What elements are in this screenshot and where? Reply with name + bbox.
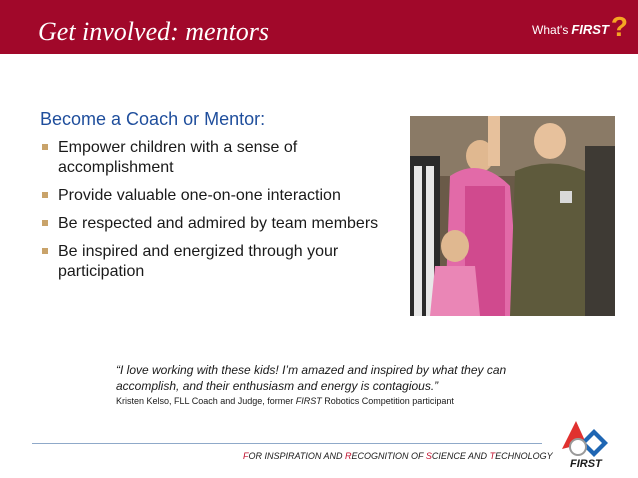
bullet-item	[40, 242, 390, 282]
bullet-text: Empower children with a sense of accomplishment	[58, 139, 298, 176]
section-subtitle: Become a Coach or Mentor:	[40, 109, 266, 129]
tagline-letter-s: S	[425, 451, 432, 461]
tagline-part: OR INSPIRATION AND	[248, 451, 346, 461]
bullet-text: Be inspired and energized through your participation	[58, 243, 339, 280]
bullet-icon	[42, 248, 48, 254]
question-mark: ?	[610, 11, 628, 42]
bullet-icon	[42, 144, 48, 150]
bullet-item	[40, 214, 390, 234]
first-logo-icon	[556, 413, 612, 471]
bullet-icon	[42, 220, 48, 226]
tagline-letter-t: T	[489, 451, 496, 461]
logo-text: FIRST	[570, 458, 602, 470]
page-title: Get involved: mentors	[38, 17, 270, 46]
quote-attribution	[116, 396, 454, 406]
attribution-prefix: Kristen Kelso, FLL Coach and Judge, former	[116, 396, 296, 406]
tagline-letter-f: F	[243, 451, 249, 461]
first-label: FIRST	[571, 22, 609, 37]
students-photo	[410, 116, 615, 316]
photo-illustration	[410, 116, 615, 316]
footer-divider	[32, 443, 542, 444]
header-bar	[0, 0, 638, 54]
tagline-part: ECHNOLOGY	[495, 451, 553, 461]
attribution-suffix: Robotics Competition participant	[321, 396, 454, 406]
bullet-item	[40, 138, 390, 178]
whats-first-logo	[532, 11, 628, 42]
tagline-letter-r: R	[345, 451, 352, 461]
bullet-list	[40, 138, 390, 290]
tagline-part: CIENCE AND	[431, 451, 490, 461]
bullet-icon	[42, 192, 48, 198]
bullet-text: Provide valuable one-on-one interaction	[58, 187, 341, 204]
tagline-part: ECOGNITION OF	[351, 451, 426, 461]
testimonial-quote: “I love working with these kids! I’m amazed and inspired by what they can accomplish, and their enthusiasm and energy is contagious.”	[116, 363, 507, 393]
attribution-first: FIRST	[295, 396, 322, 406]
footer-tagline	[243, 451, 553, 461]
whats-label: What's	[532, 23, 569, 37]
bullet-item	[40, 186, 390, 206]
bullet-text: Be respected and admired by team members	[58, 215, 379, 232]
